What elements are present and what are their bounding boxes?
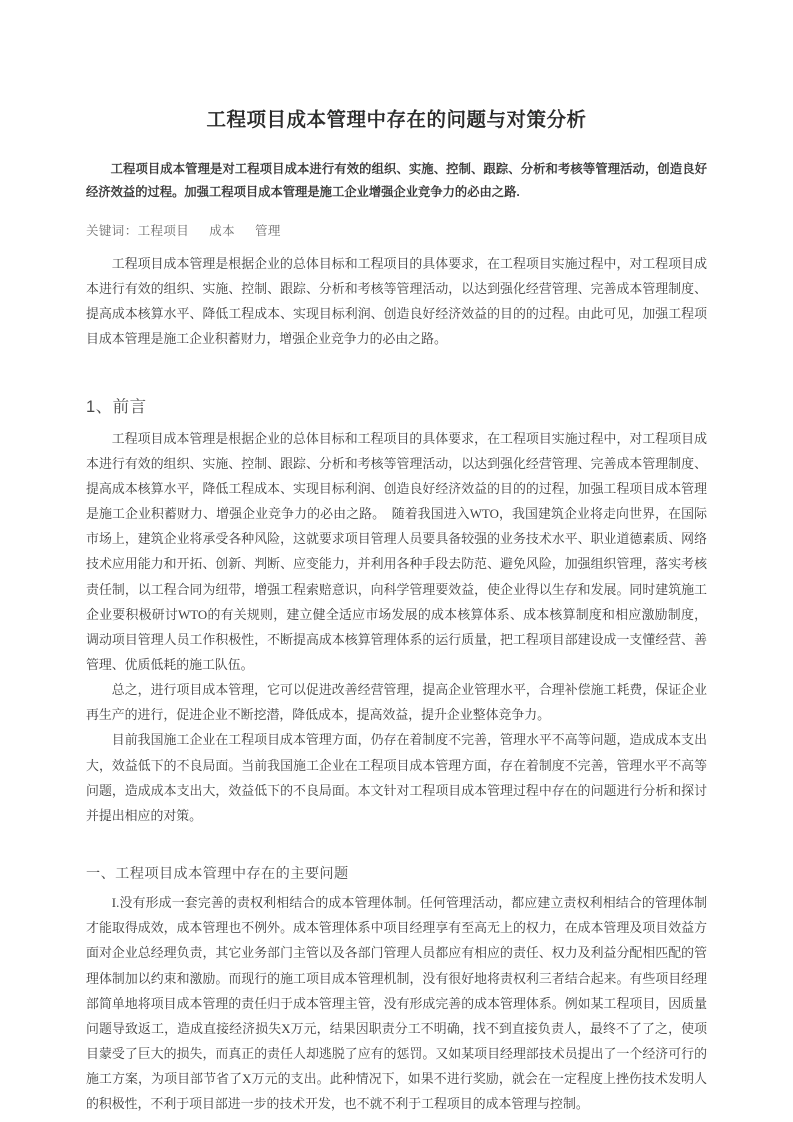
section-preface-paragraph-1: 工程项目成本管理是根据企业的总体目标和工程项目的具体要求，在工程项目实施过程中，对工程项目成本进行有效的组织、实施、控制、跟踪、分析和考核等管理活动，以达到强化经营管理、完善成本管理制度、提高成本核算水平，降低工程成本、实现目标利润、创造良好经济效益的目的的过程，加强工程项目成本管理是施工企业积蓄财力、增强企业竞争力的必由之路。 随着我国进入WTO，我国建筑企业将走向世界，在国际市场上，建筑企业将承受各种风险，这就要求项目管理人员要具备较强的业务技术水平、职业道德素质、网络技术应用能力和开拓、创新、判断、应变能力，并利用各种手段去防范、避免风险，加强组织管理，落实考核责任制，以工程合同为纽带，增强工程索赔意识，向科学管理要效益，使企业得以生存和发展。同时建筑施工企业要积极研讨WTO的有关规则，建立健全适应市场发展的成本核算体系、成本核算制度和相应激励制度，调动项目管理人员工作积极性，不断提高成本核算管理体系的运行质量，把工程项目部建设成一支懂经营、善管理、优质低耗的施工队伍。 <box>86 431 707 672</box>
section-heading-main-problems: 一、工程项目成本管理中存在的主要问题 <box>86 866 349 883</box>
page-title: 工程项目成本管理中存在的问题与对策分析 <box>206 109 587 131</box>
keyword-item-3: 管理 <box>255 224 281 239</box>
keywords-line <box>86 221 707 239</box>
lead-paragraph: 工程项目成本管理是根据企业的总体目标和工程项目的具体要求，在工程项目实施过程中，对工程项目成本进行有效的组织、实施、控制、跟踪、分析和考核等管理活动，以达到强化经营管理、完善成本管理制度、提高成本核算水平、降低工程成本、实现目标利润、创造良好经济效益的目的的过程。由此可见，加强工程项目成本管理是施工企业积蓄财力，增强企业竞争力的必由之路。 <box>86 256 707 347</box>
section-preface-paragraph-2: 总之，进行项目成本管理，它可以促进改善经营管理，提高企业管理水平，合理补偿施工耗费，保证企业再生产的进行，促进企业不断挖潜，降低成本，提高效益，提升企业整体竞争力。 <box>86 683 707 723</box>
keyword-item-1: 工程项目 <box>137 224 190 239</box>
abstract-paragraph: 工程项目成本管理是对工程项目成本进行有效的组织、实施、控制、跟踪、分析和考核等管理活动，创造良好经济效益的过程。加强工程项目成本管理是施工企业增强企业竞争力的必由之路. <box>86 162 707 199</box>
section-heading-preface: 1、前言 <box>86 397 147 416</box>
section-main-problems-paragraph-1: I.没有形成一套完善的责权利相结合的成本管理体制。任何管理活动，都应建立责权利相结合的管理体制才能取得成效，成本管理也不例外。成本管理体系中项目经理享有至高无上的权力，在成本管理及项目效益方面对企业总经理负责，其它业务部门主管以及各部门管理人员都应有相应的责任、权力及利益分配相匹配的管理体制加以约束和激励。而现行的施工项目成本管理机制，没有很好地将责权利三者结合起来。有些项目经理部简单地将项目成本管理的责任归于成本管理主管，没有形成完善的成本管理体系。例如某工程项目，因质量问题导致返工，造成直接经济损失X万元，结果因职责分工不明确，找不到直接负责人，最终不了了之，使项目蒙受了巨大的损失，而真正的责任人却逃脱了应有的惩罚。又如某项目经理部技术员提出了一个经济可行的施工方案，为项目部节省了X万元的支出。此种情况下，如果不进行奖励，就会在一定程度上挫伤技术发明人的积极性，不利于项目部进一步的技术开发，也不就不利于工程项目的成本管理与控制。 <box>86 896 707 1112</box>
keywords-label: 关键词： <box>86 224 138 239</box>
keyword-item-2: 成本 <box>209 224 236 239</box>
section-preface-paragraph-3: 目前我国施工企业在工程项目成本管理方面，仍存在着制度不完善，管理水平不高等问题，造成成本支出大，效益低下的不良局面。当前我国施工企业在工程项目成本管理方面，存在着制度不完善，管理水平不高等问题，造成成本支出大，效益低下的不良局面。本文针对工程项目成本管理过程中存在的问题进行分析和探讨并提出相应的对策。 <box>86 733 707 823</box>
